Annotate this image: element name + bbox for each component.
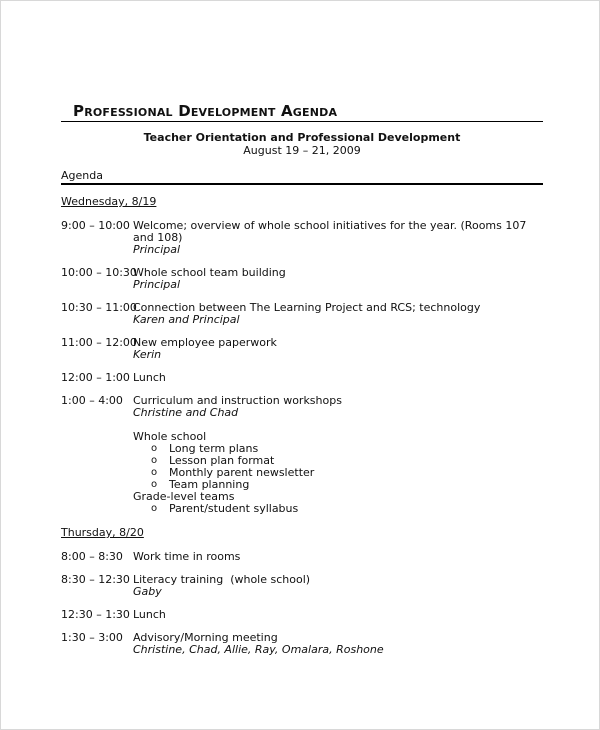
event-dates: August 19 – 21, 2009 <box>243 144 361 157</box>
bullet-icon: o <box>151 455 158 466</box>
event-subtitle: Teacher Orientation and Professional Development <box>143 131 461 144</box>
agenda-row <box>61 267 543 291</box>
agenda-time: 8:30 – 12:30 <box>61 573 130 586</box>
agenda-presenter: Karen and Principal <box>133 313 240 326</box>
agenda-presenter: Christine and Chad <box>133 406 239 419</box>
agenda-presenter: Principal <box>133 243 181 256</box>
agenda-time: 10:30 – 11:00 <box>61 301 137 314</box>
agenda-time: 12:00 – 1:00 <box>61 371 130 384</box>
list-item: o Parent/student syllabus <box>151 502 299 515</box>
event-header <box>61 131 543 157</box>
list-item: o Monthly parent newsletter <box>151 466 315 479</box>
list-item: o Lesson plan format <box>151 454 275 467</box>
day-heading-wednesday: Wednesday, 8/19 <box>61 195 157 208</box>
bullet-icon: o <box>151 443 158 454</box>
agenda-description: Literacy training (whole school) <box>133 573 311 586</box>
agenda-presenter: Kerin <box>133 348 162 361</box>
agenda-description: Whole school team building <box>133 266 286 279</box>
document-body <box>61 102 543 667</box>
agenda-row <box>61 609 543 621</box>
agenda-row <box>61 302 543 326</box>
agenda-row <box>61 551 543 563</box>
agenda-description: Lunch <box>133 608 166 621</box>
agenda-time: 10:00 – 10:30 <box>61 266 137 279</box>
agenda-description: Connection between The Learning Project and RCS; technology <box>133 301 481 314</box>
workshop-list-grade-level <box>133 503 543 515</box>
agenda-presenter: Principal <box>133 278 181 291</box>
agenda-heading: Agenda <box>61 169 543 185</box>
bullet-icon: o <box>151 467 158 478</box>
agenda-row <box>61 395 543 515</box>
workshop-list-whole-school <box>133 443 543 491</box>
agenda-presenter: Gaby <box>133 585 162 598</box>
page-title: Professional Development Agenda <box>61 102 543 122</box>
agenda-time: 11:00 – 12:00 <box>61 336 137 349</box>
agenda-description: Lunch <box>133 371 166 384</box>
agenda-description: Curriculum and instruction workshops <box>133 394 342 407</box>
agenda-time: 12:30 – 1:30 <box>61 608 130 621</box>
agenda-description: Work time in rooms <box>133 550 241 563</box>
bullet-icon: o <box>151 479 158 490</box>
list-item: o Team planning <box>151 478 250 491</box>
agenda-description: Advisory/Morning meeting <box>133 631 278 644</box>
agenda-time: 8:00 – 8:30 <box>61 550 123 563</box>
list-item: o Long term plans <box>151 442 259 455</box>
agenda-presenter: Christine, Chad, Allie, Ray, Omalara, Roshone <box>133 643 384 656</box>
day-heading-thursday: Thursday, 8/20 <box>61 526 144 539</box>
agenda-description: Welcome; overview of whole school initiatives for the year. (Rooms 107 and 108) <box>133 219 527 244</box>
agenda-time: 1:30 – 3:00 <box>61 631 123 644</box>
agenda-time: 9:00 – 10:00 <box>61 219 130 232</box>
agenda-time: 1:00 – 4:00 <box>61 394 123 407</box>
agenda-row <box>61 574 543 598</box>
workshop-group-whole-school: Whole school <box>133 430 207 443</box>
agenda-row <box>61 372 543 384</box>
agenda-row <box>61 337 543 361</box>
bullet-icon: o <box>151 503 158 514</box>
workshop-group-grade-level: Grade-level teams <box>133 490 235 503</box>
agenda-description: New employee paperwork <box>133 336 277 349</box>
agenda-row <box>61 220 543 256</box>
agenda-row <box>61 632 543 656</box>
